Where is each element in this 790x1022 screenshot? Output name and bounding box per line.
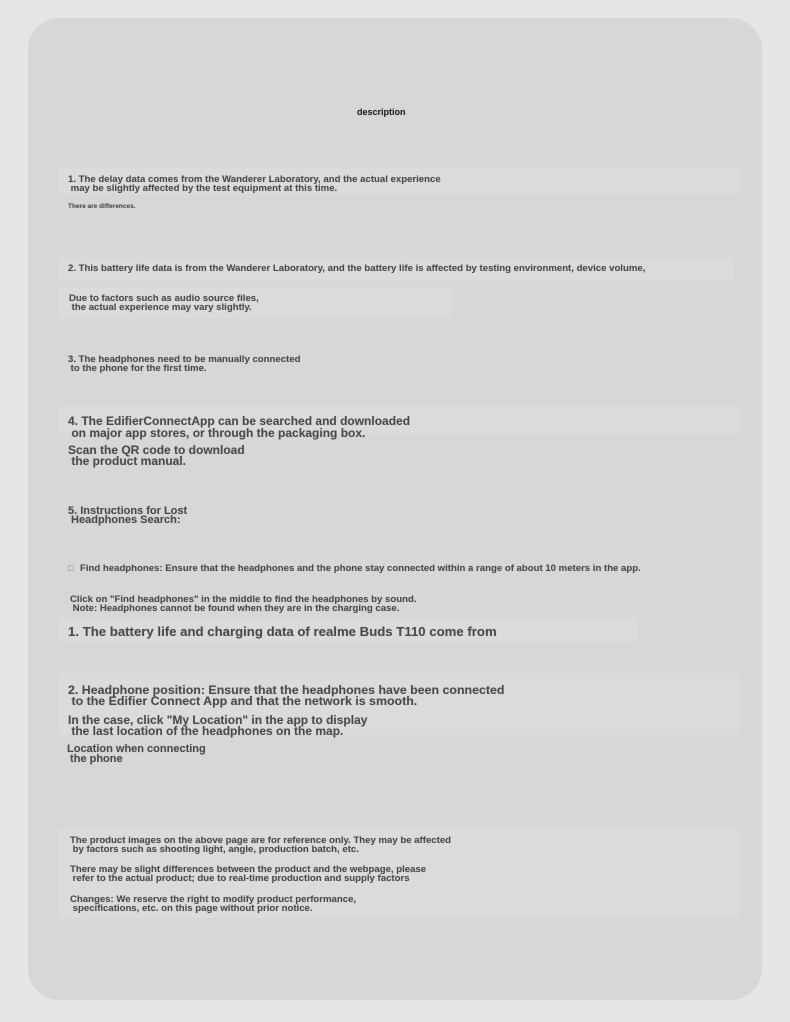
connecting-line-2: the phone [67, 753, 123, 765]
note-4b-line-1: Scan the QR code to download [68, 443, 245, 457]
note-1-line-2: may be slightly affected by the test equipment at this time. [68, 183, 338, 194]
disclaimer-2-line-2: refer to the actual product; due to real-time production and supply factors [70, 873, 410, 884]
disclaimer-3-line-2: specifications, etc. on this page without prior notice. [70, 903, 313, 914]
note-2b-line-2: the actual experience may vary slightly. [69, 302, 252, 313]
disclaimer-3-line-1: Changes: We reserve the right to modify product performance, [70, 894, 357, 905]
position-line-2: to the Edifier Connect App and that the network is smooth. [68, 694, 418, 708]
note-4b-line-2: the product manual. [68, 454, 187, 468]
connecting-line-1: Location when connecting [67, 743, 206, 755]
note-2-line-1: 2. This battery life data is from the Wanderer Laboratory, and the battery life is affected by testing environment, device volume, [68, 263, 646, 274]
disclaimer-1-line-1: The product images on the above page are for reference only. They may be affected [70, 835, 452, 846]
position-line-1: 2. Headphone position: Ensure that the headphones have been connected [68, 683, 505, 697]
find-bullet-icon: □ [68, 563, 74, 573]
location-line-2: the last location of the headphones on the map. [68, 724, 344, 738]
find-headphones-line: Find headphones: Ensure that the headphones and the phone stay connected within a range of about 10 meters in the app. [80, 563, 641, 574]
click-find-line-2: Note: Headphones cannot be found when they are in the charging case. [70, 603, 400, 614]
note-3-line-2: to the phone for the first time. [68, 363, 207, 374]
note-2b-line-1: Due to factors such as audio source files, [69, 293, 259, 304]
click-find-line-1: Click on "Find headphones" in the middle to find the headphones by sound. [70, 594, 417, 605]
note-5-line-1: 5. Instructions for Lost [68, 505, 188, 517]
note-3-line-1: 3. The headphones need to be manually connected [68, 354, 301, 365]
location-line-1: In the case, click "My Location" in the app to display [68, 713, 368, 727]
page-title: description [357, 107, 406, 117]
description-card [28, 18, 762, 1000]
note-1-small: There are differences. [68, 203, 136, 210]
disclaimer-1-line-2: by factors such as shooting light, angle, production batch, etc. [70, 844, 359, 855]
battery-data-line: 1. The battery life and charging data of realme Buds T110 come from [68, 624, 497, 639]
note-4-line-1: 4. The EdifierConnectApp can be searched and downloaded [68, 414, 411, 428]
note-5-line-2: Headphones Search: [68, 514, 181, 526]
note-4-line-2: on major app stores, or through the packaging box. [68, 426, 366, 440]
disclaimer-2-line-1: There may be slight differences between the product and the webpage, please [70, 864, 427, 875]
note-1-line-1: 1. The delay data comes from the Wanderer Laboratory, and the actual experience [68, 174, 441, 185]
